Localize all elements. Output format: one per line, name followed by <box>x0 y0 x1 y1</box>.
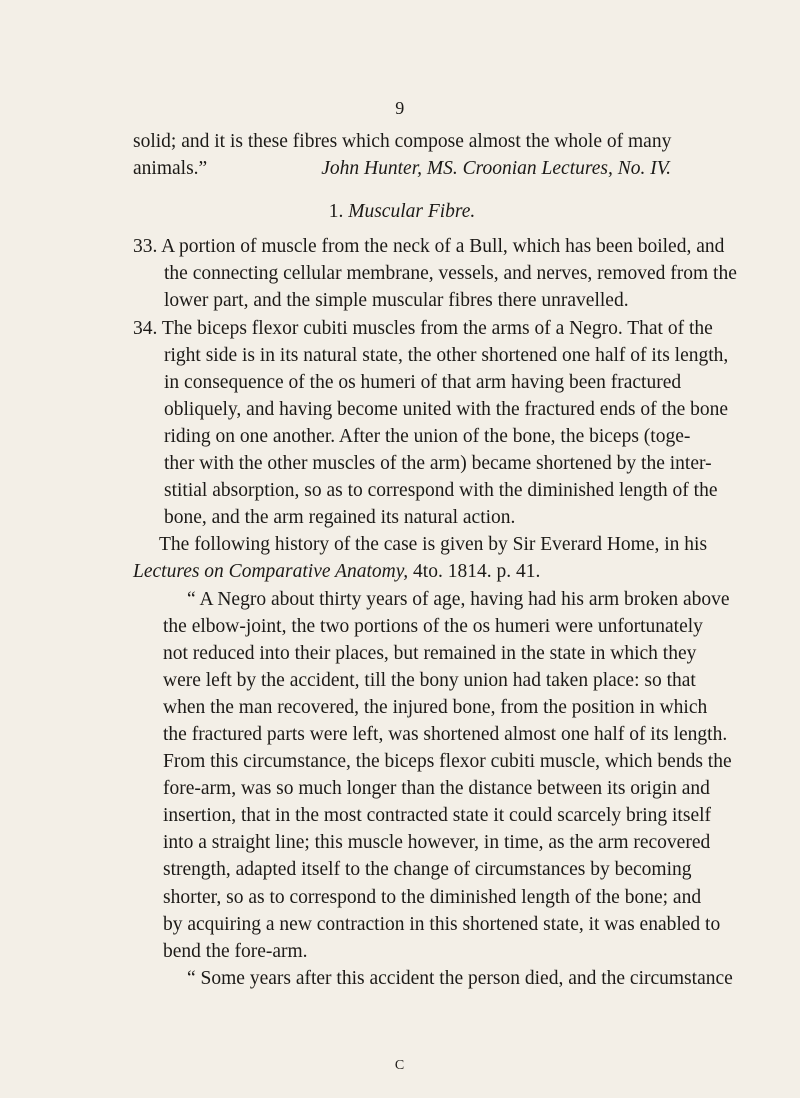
text-line: shorter, so as to correspond to the diminished length of the bone; and <box>163 886 702 908</box>
text-line: solid; and it is these fibres which compose almost the whole of many <box>133 131 672 152</box>
text-line: ther with the other muscles of the arm) became shortened by the inter- <box>164 453 712 475</box>
text-line: strength, adapted itself to the change of circumstances by becoming <box>163 859 692 881</box>
body-text <box>133 128 737 992</box>
text-line: stitial absorption, so as to correspond with the diminished length of the <box>164 480 718 502</box>
citation: John Hunter, MS. Croonian Lectures, No. IV. <box>321 158 671 180</box>
text-line: “ Some years after this accident the person died, and the circumstance <box>187 967 733 989</box>
text-line: riding on one another. After the union of the bone, the biceps (toge- <box>164 425 691 447</box>
signature-mark: C <box>394 1058 406 1073</box>
text-line: obliquely, and having become united with the fractured ends of the bone <box>164 398 729 420</box>
section-title: Muscular Fibre. <box>348 201 476 223</box>
text-line: The following history of the case is given by Sir Everard Home, in his <box>159 534 708 556</box>
text-line: into a straight line; this muscle however, in time, as the arm recovered <box>163 832 711 854</box>
text-line <box>133 558 671 585</box>
text-line: insertion, that in the most contracted state it could scarcely bring itself <box>163 805 712 827</box>
text-line: by acquiring a new contraction in this shortened state, it was enabled to <box>163 913 721 935</box>
text-line: the elbow-joint, the two portions of the os humeri were unfortunately <box>163 615 703 637</box>
text-line: 33. A portion of muscle from the neck of a Bull, which has been boiled, and <box>133 236 725 258</box>
text-line: bone, and the arm regained its natural action. <box>164 507 516 529</box>
text-line: when the man recovered, the injured bone, from the position in which <box>163 696 708 718</box>
book-title: Lectures on Comparative Anatomy, <box>133 561 409 583</box>
section-number: 1. <box>328 201 344 223</box>
text-line: in consequence of the os humeri of that arm having been fractured <box>164 371 682 393</box>
text-line: bend the fore-arm. <box>163 940 308 962</box>
text-line: 34. The biceps flexor cubiti muscles from the arms of a Negro. That of the <box>133 317 713 339</box>
section-heading <box>133 198 671 225</box>
text-line: the fractured parts were left, was shortened almost one half of its length. <box>163 723 728 745</box>
text-line: right side is in its natural state, the other shortened one half of its length, <box>164 344 729 366</box>
text-line: lower part, and the simple muscular fibres there unravelled. <box>164 290 629 312</box>
text-line: “ A Negro about thirty years of age, having had his arm broken above <box>187 588 730 610</box>
text-line: not reduced into their places, but remained in the state in which they <box>163 642 697 664</box>
book-details: 4to. 1814. p. 41. <box>413 561 541 583</box>
text-line: From this circumstance, the biceps flexor cubiti muscle, which bends the <box>163 751 732 773</box>
page-number: 9 <box>395 98 405 118</box>
text-line <box>133 155 671 182</box>
quote-end: animals.” <box>133 158 208 180</box>
text-line: fore-arm, was so much longer than the distance between its origin and <box>163 778 710 800</box>
text-line: the connecting cellular membrane, vessels, and nerves, removed from the <box>164 263 737 285</box>
text-line: were left by the accident, till the bony union had taken place: so that <box>163 669 696 691</box>
